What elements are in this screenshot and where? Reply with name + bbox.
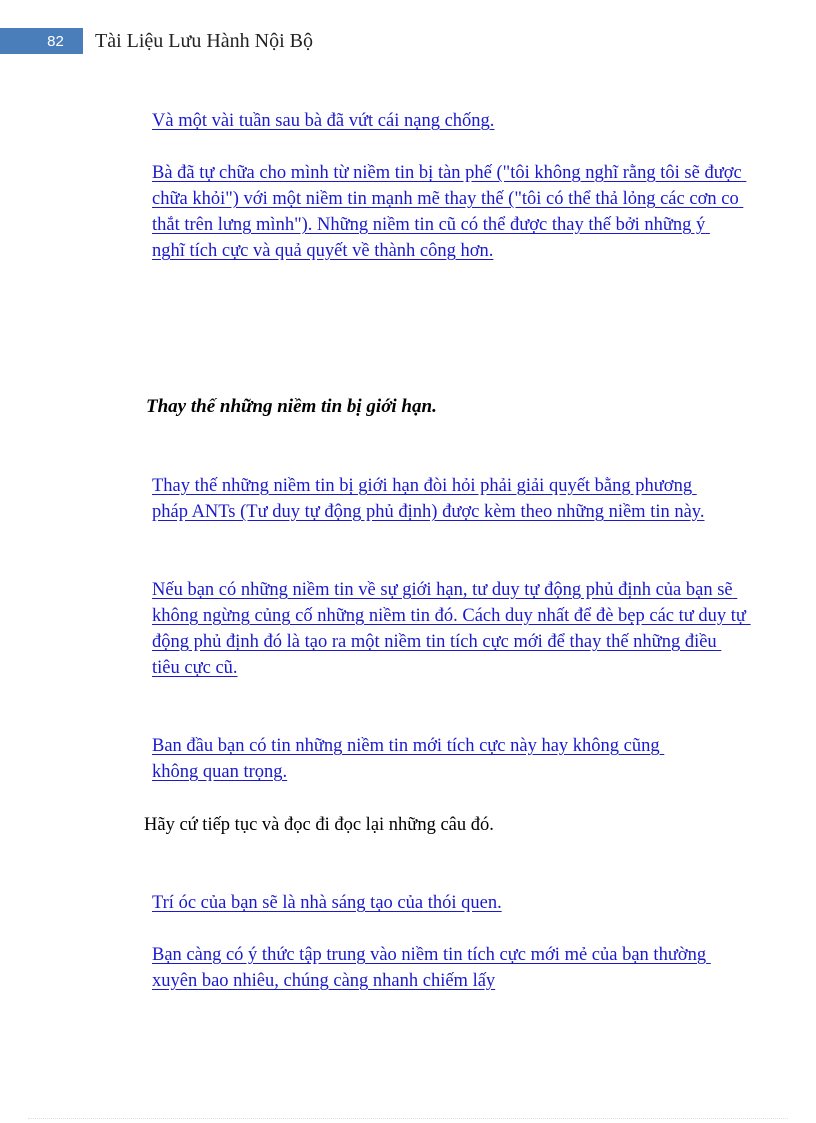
paragraph-text[interactable]: Và một vài tuần sau bà đã vứt cái nạng chống. [152,111,495,131]
paragraph-text[interactable]: Nếu bạn có những niềm tin về sự giới hạn, tư duy tự động phủ định của bạn sẽ không ngừng củng cố những niềm tin đó. Cách duy nhất để đè bẹp các tư duy tự động phủ định đó là tạo ra một niềm tin tích cực mới để thay thế những điều tiêu cực cũ. [152,580,751,678]
paragraph-text[interactable]: Trí óc của bạn sẽ là nhà sáng tạo của thói quen. [152,893,502,913]
paragraph-2[interactable] [152,160,747,264]
page-number-badge: 82 [0,28,83,54]
paragraph-text[interactable]: Thay thế những niềm tin bị giới hạn đòi hỏi phải giải quyết bằng phương pháp ANTs (Tư duy tự động phủ định) được kèm theo những niềm tin này. [152,476,705,522]
section-heading: Thay thế những niềm tin bị giới hạn. [146,396,437,417]
plain-text-line: Hãy cứ tiếp tục và đọc đi đọc lại những câu đó. [144,815,494,835]
header-title: Tài Liệu Lưu Hành Nội Bộ [95,29,314,52]
page-header [0,27,313,55]
paragraph-text[interactable]: Bà đã tự chữa cho mình từ niềm tin bị tàn phế ("tôi không nghĩ rằng tôi sẽ được chữa khỏi") với một niềm tin mạnh mẽ thay thế ("tôi có thể thả lỏng các cơn co thắt trên lưng mình"). Những niềm tin cũ có thể được thay thế bởi những ý nghĩ tích cực và quả quyết về thành công hơn. [152,163,747,261]
page-bottom-divider [28,1118,788,1119]
paragraph-3[interactable] [152,473,717,525]
paragraph-4[interactable] [152,577,751,681]
paragraph-text[interactable]: Bạn càng có ý thức tập trung vào niềm tin tích cực mới mẻ của bạn thường xuyên bao nhiêu, chúng càng nhanh chiếm lấy [152,945,711,991]
paragraph-5[interactable] [152,733,692,785]
paragraph-text[interactable]: Ban đầu bạn có tin những niềm tin mới tích cực này hay không cũng không quan trọng. [152,736,665,782]
paragraph-7[interactable] [152,942,747,994]
paragraph-1[interactable] [152,108,752,134]
paragraph-6[interactable] [152,890,752,916]
